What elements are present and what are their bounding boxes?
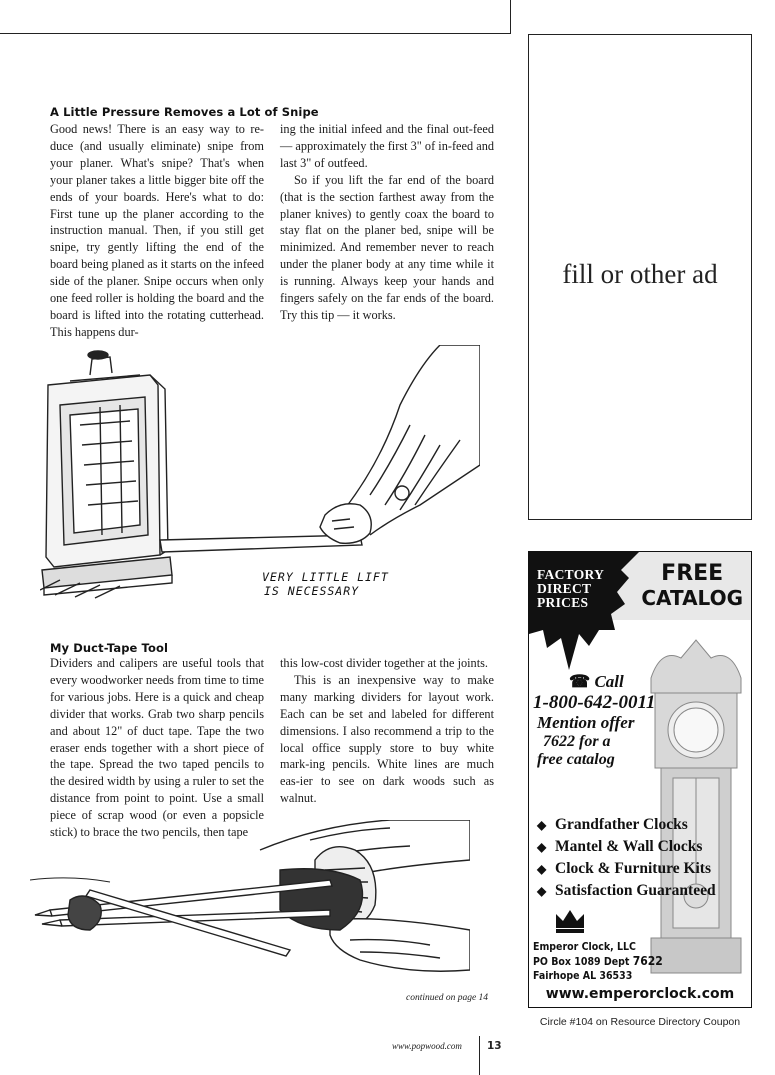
article2-col2-p2: This is an inexpensive way to make many marking dividers for layout work. Each can be set and labeled for different dimensions. I also recommend a trip to the local office supply store to buy white mark-ing pencils. White lines are much eas-ier to see on dark woods such as walnut. — [280, 672, 494, 806]
page-number: 13 — [487, 1040, 502, 1052]
annotation-line-2: IS NECESSARY — [264, 584, 360, 598]
article2-column-1 — [50, 655, 264, 841]
emperor-clock-ad[interactable] — [528, 551, 752, 1008]
po-box-line: PO Box 1089 Dept 7622 — [533, 954, 663, 968]
article1-column-1 — [50, 121, 264, 341]
free-label: FREE — [661, 561, 724, 586]
article2-col1-text: Dividers and calipers are useful tools that every woodworker needs from time to time for various jobs. Here is a quick and cheap divider that works. Grab two sharp pencils and about 12" of duct tape. Tape the two eraser ends together with a short piece of the tape. Spread the two taped pencils to the desired width by using a ruler to set the distance from point to point. Use a small piece of scrap wood (or even a popsicle stick) to brace the two pencils, then tape — [50, 656, 264, 840]
article1-heading: A Little Pressure Removes a Lot of Snipe — [50, 105, 319, 119]
article1-col1-text: Good news! There is an easy way to re-duce (and usually eliminate) snipe from your planer. What's snipe? That's when your planer takes a little bigger bite off the ends of your boards. Here's what to do: First tune up the planer according to the instruction manual. Then, if you still get snipe, try gently lifting the end of the board being planed as it starts on the infeed side of the planer. Snipe occurs when only one feed roller is holding the board and the board is lifted into the rotating cutterhead. This happens dur- — [50, 122, 264, 339]
company-name: Emperor Clock, LLC — [533, 941, 636, 953]
diamond-icon: ◆ — [537, 818, 547, 832]
feature-item: ◆ Clock & Furniture Kits — [537, 858, 716, 880]
factory-direct-prices: FACTORY DIRECT PRICES — [537, 567, 605, 610]
company-address — [533, 940, 663, 983]
divider-illustration — [30, 820, 470, 985]
diamond-icon: ◆ — [537, 862, 547, 876]
phone-number[interactable]: 1-800-642-0011 — [533, 692, 656, 713]
feature-item: ◆ Satisfaction Guaranteed — [537, 880, 716, 902]
grandfather-clock-illustration — [641, 638, 751, 978]
crown-icon — [553, 906, 587, 934]
filler-ad-box — [528, 34, 752, 520]
column-rule-footer — [479, 1036, 480, 1075]
article2-col2-p1: this low-cost divider together at the joints. — [280, 656, 488, 670]
feature-item: ◆ Grandfather Clocks — [537, 814, 716, 836]
illustration-annotation — [262, 570, 389, 598]
diamond-icon: ◆ — [537, 884, 547, 898]
call-line: ☎ Call — [569, 672, 624, 691]
free-catalog-text: free catalog — [537, 751, 615, 768]
mention-offer: Mention offer — [537, 713, 635, 732]
feature-list — [537, 814, 716, 902]
ad-caption: Circle #104 on Resource Directory Coupon — [539, 1016, 741, 1028]
diamond-icon: ◆ — [537, 840, 547, 854]
feature-item: ◆ Mantel & Wall Clocks — [537, 836, 716, 858]
article2-column-2 — [280, 655, 494, 807]
telephone-icon: ☎ — [569, 672, 591, 691]
article1-col2-p1: ing the initial infeed and the final out-feed — approximately the first 3" of in-feed and last 3" of outfeed. — [280, 122, 494, 170]
article2-heading: My Duct-Tape Tool — [50, 641, 168, 655]
footer-url[interactable]: www.popwood.com — [392, 1041, 462, 1051]
catalog-label: CATALOG — [641, 586, 743, 610]
free-catalog-heading — [641, 562, 743, 610]
call-block — [533, 672, 655, 769]
header-rule — [0, 33, 511, 34]
city-line: Fairhope AL 36533 — [533, 970, 633, 982]
continued-note: continued on page 14 — [406, 993, 489, 1003]
article1-col2-p2: So if you lift the far end of the board (that is the section farthest away from the planer knives) to gently coax the board to stay flat on the planer bed, snipe will be minimized. And remember never to reach under the planer body at any time while it is running. Always keep your hands and fingers safely on the far ends of the board. Try this tip — it works. — [280, 172, 494, 322]
column-rule-top — [510, 0, 511, 33]
filler-ad-text: fill or other ad — [562, 259, 718, 289]
offer-code: 7622 for a — [543, 733, 611, 750]
annotation-line-1: VERY LITTLE LIFT — [262, 570, 389, 584]
planer-illustration — [40, 345, 480, 605]
article1-column-2 — [280, 121, 494, 324]
website-link[interactable]: www.emperorclock.com — [545, 986, 735, 1002]
